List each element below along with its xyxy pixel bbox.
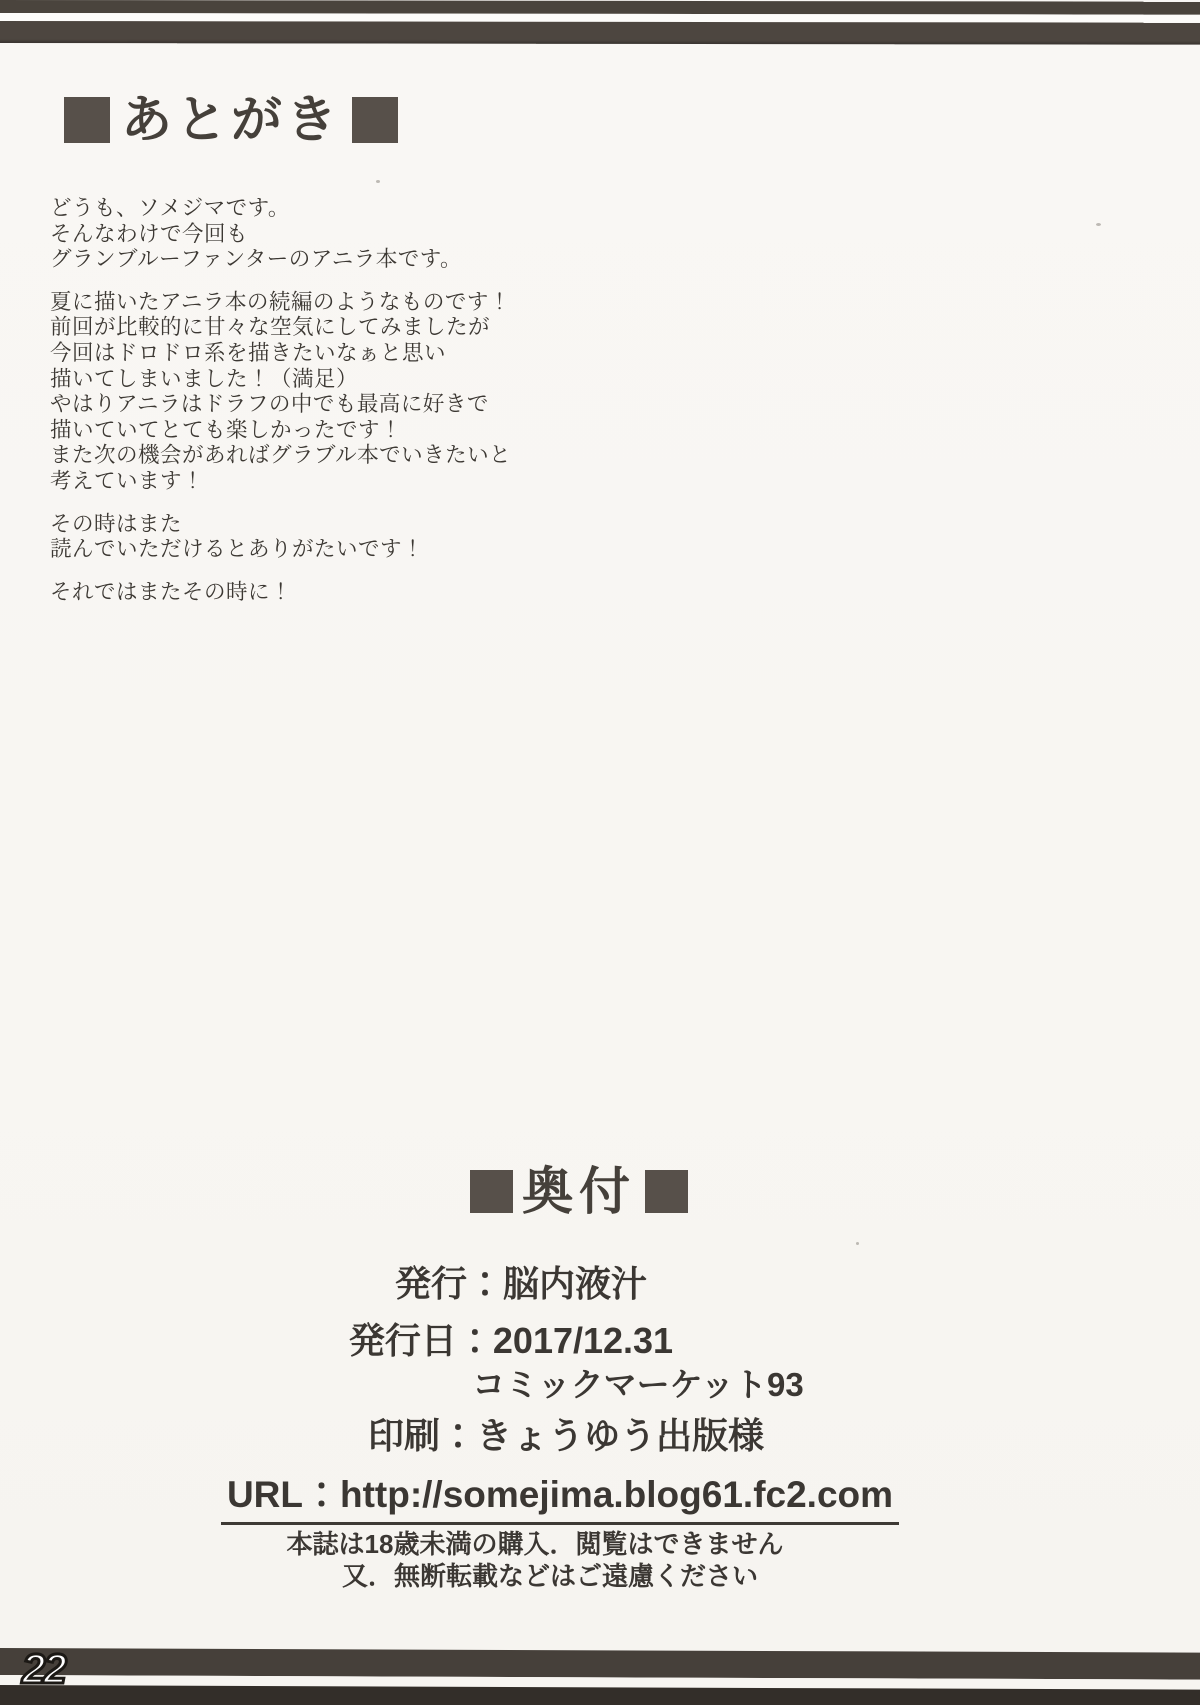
publisher-value: 脳内液汁 (503, 1263, 648, 1304)
afterword-line: 描いていてとても楽しかったです！ (50, 417, 403, 442)
colophon-title: 奥付 (521, 1163, 636, 1220)
afterword-line: やはりアニラはドラフの中でも最高に好きで (50, 392, 489, 417)
date-value: 2017/12.31 (492, 1320, 674, 1361)
no-reproduction-notice: 又．無断転載などはご遠慮ください (341, 1561, 758, 1591)
afterword-line: 今回はドロドロ系を描きたいなぁと思い (50, 340, 447, 365)
afterword-blank-line (50, 563, 610, 580)
afterword-line: グランブルーファンターのアニラ本です。 (50, 247, 462, 272)
afterword-line: 読んでいただけるとありがたいです！ (50, 537, 425, 562)
afterword-blank-line (50, 495, 610, 512)
page-number: 22 (22, 1645, 65, 1692)
scan-speck (856, 1242, 859, 1245)
afterword-line: また次の機会があればグラブル本でいきたいと (50, 443, 512, 468)
afterword-line: そんなわけで今回も (50, 221, 249, 246)
publish-date-line (0, 1313, 1111, 1364)
top-border-bars (0, 0, 1200, 45)
heading-square-icon (64, 97, 110, 143)
bottom-border-bars (0, 1645, 1200, 1705)
afterword-text (50, 196, 610, 605)
url-label: URL： (226, 1474, 340, 1515)
age-restriction-notice: 本誌は18歳未満の購入．閲覧はできません (286, 1529, 784, 1559)
scan-speck (376, 180, 380, 183)
heading-square-icon (645, 1170, 688, 1213)
url-text: http://somejima.blog61.fc2.com (339, 1474, 894, 1515)
url-line (0, 1464, 1160, 1525)
url-underline (221, 1464, 899, 1525)
printer-label: 印刷： (367, 1415, 476, 1456)
heading-square-icon (352, 97, 398, 143)
afterword-line: 描いてしまいました！（満足） (50, 366, 359, 391)
publisher-line (0, 1256, 1121, 1307)
afterword-heading (64, 91, 398, 148)
afterword-blank-line (50, 273, 610, 290)
afterword-title: あとがき (121, 91, 342, 148)
afterword-line: 考えています！ (50, 468, 205, 493)
printer-value: きょうゆう出版様 (476, 1415, 765, 1456)
event-line: コミックマーケット93 (472, 1366, 804, 1403)
scan-speck (1096, 223, 1101, 226)
top-bar-inner (0, 21, 1200, 45)
date-label: 発行日： (348, 1320, 493, 1361)
publisher-label: 発行： (394, 1263, 503, 1304)
heading-square-icon (470, 1170, 513, 1213)
colophon-heading (0, 1163, 1179, 1220)
afterword-line: その時はまた (50, 511, 183, 536)
afterword-line: それではまたその時に！ (50, 579, 293, 604)
printer-line (0, 1408, 1166, 1459)
afterword-line: 前回が比較的に甘々な空気にしてみましたが (50, 315, 491, 340)
bottom-bar-outer (0, 1685, 1200, 1705)
afterword-line: 夏に描いたアニラ本の続編のようなものです！ (50, 289, 511, 314)
afterword-line: どうも、ソメジマです。 (50, 196, 290, 220)
